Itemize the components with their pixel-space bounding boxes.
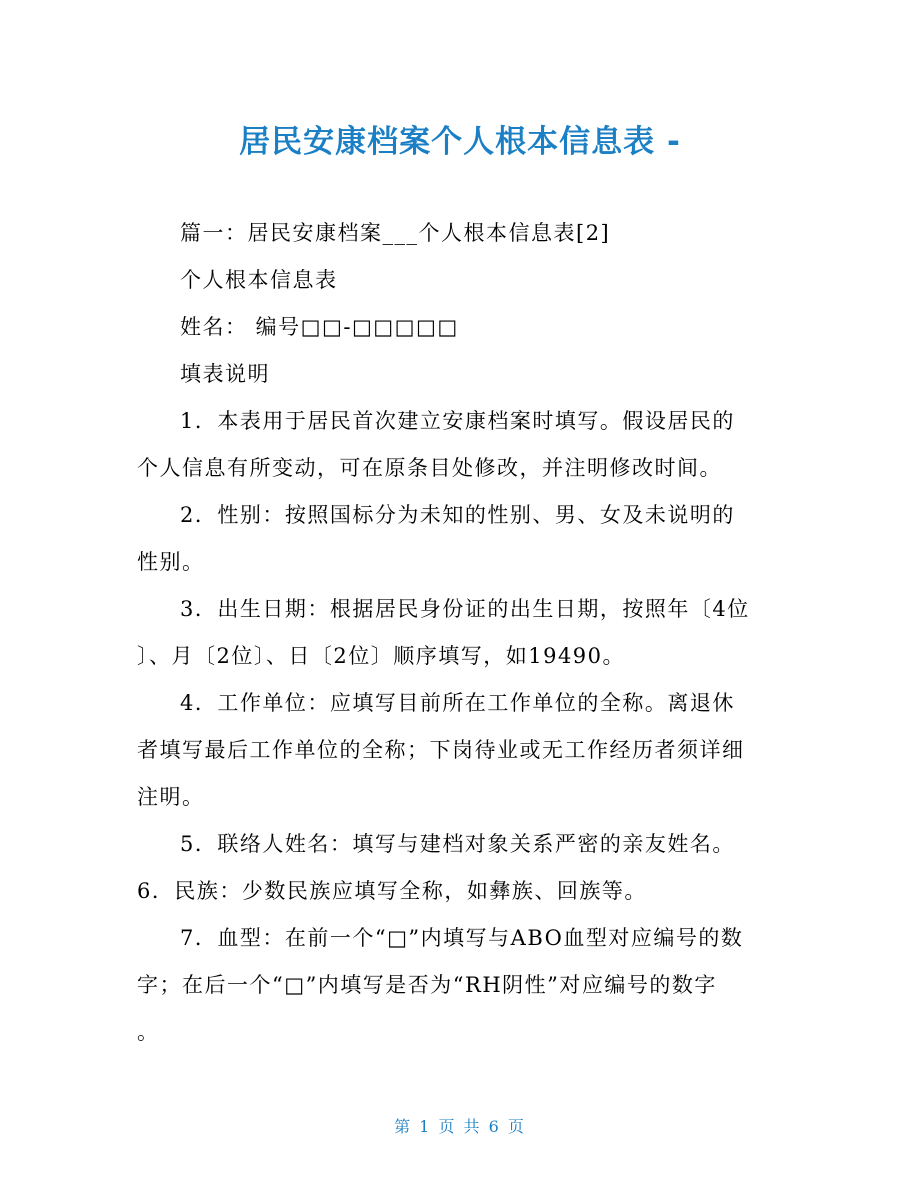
- body-line: 7．血型：在前一个“□”内填写与ABO血型对应编号的数: [180, 926, 744, 950]
- body-line: 3．出生日期：根据居民身份证的出生日期，按照年〔4位: [180, 597, 750, 621]
- body-line: 2．性别：按照国标分为未知的性别、男、女及未说明的: [180, 503, 735, 527]
- body-line: 6．民族：少数民族应填写全称，如彝族、回族等。: [137, 879, 647, 903]
- body-line: 字；在后一个“□”内填写是否为“RH阴性”对应编号的数字: [137, 973, 717, 997]
- body-line: 。: [137, 1020, 160, 1044]
- page-number-footer: 第 1 页 共 6 页: [394, 1117, 526, 1136]
- body-line: 1．本表用于居民首次建立安康档案时填写。假设居民的: [180, 409, 735, 433]
- body-line: 5．联络人姓名：填写与建档对象关系严密的亲友姓名。: [180, 832, 735, 856]
- body-line: 个人根本信息表: [180, 268, 338, 292]
- document-body: [137, 210, 785, 1056]
- body-line: 者填写最后工作单位的全称；下岗待业或无工作经历者须详细: [137, 738, 745, 762]
- body-line: 篇一：居民安康档案___个人根本信息表[2]: [180, 221, 611, 245]
- body-line: 性别。: [137, 550, 205, 574]
- page-title: 居民安康档案个人根本信息表 -: [239, 124, 681, 160]
- body-line: 注明。: [137, 785, 205, 809]
- body-line: 4．工作单位：应填写目前所在工作单位的全称。离退休: [180, 691, 735, 715]
- body-line: 个人信息有所变动，可在原条目处修改，并注明修改时间。: [137, 456, 722, 480]
- body-line: 姓名： 编号□□-□□□□□: [180, 315, 459, 339]
- body-line: 填表说明: [180, 362, 270, 386]
- body-line: 〕、月〔2位〕、日〔2位〕顺序填写，如19490。: [137, 644, 626, 668]
